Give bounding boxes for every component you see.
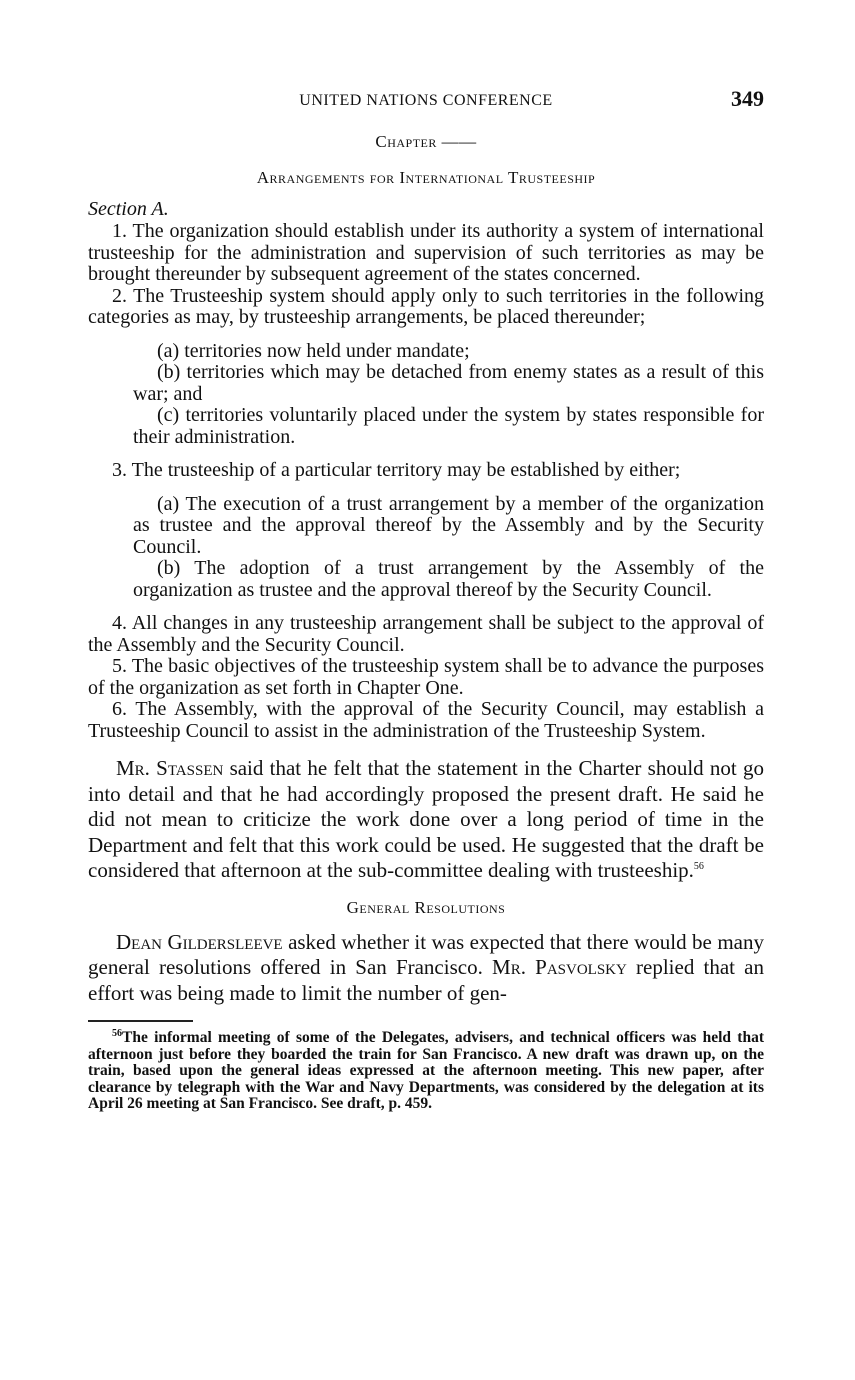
draft-item-3b: (b) The adoption of a trust arrangement by the Assembly of the organization as trustee and the approval thereof by the Security Council. [133, 557, 764, 601]
footnote-ref: 56 [693, 861, 704, 872]
footnote-marker: 56 [112, 1027, 122, 1039]
footnote-text: The informal meeting of some of the Delegates, advisers, and technical officers was held that afternoon just before they boarded the train for San Francisco. A new draft was drawn up, on the train, based upon the general ideas expressed at the afternoon meeting. This new paper, after clearance by telegraph with the War and Navy Departments, was considered by the delegation at its April 26 meeting at San Francisco. See draft, p. 459. [88, 1029, 764, 1112]
draft-item-2b: (b) territories which may be detached from enemy states as a result of this war; and [133, 361, 764, 405]
draft-paragraph-4: 4. All changes in any trusteeship arrangement shall be subject to the approval of the Assembly and the Security Council. [88, 612, 764, 656]
page-header [88, 86, 764, 116]
stassen-paragraph [88, 756, 764, 884]
draft-paragraph-5: 5. The basic objectives of the trusteeship system shall be to advance the purposes of the organization as set forth in Chapter One. [88, 655, 764, 699]
footnote [88, 1027, 764, 1113]
part-heading: Arrangements for International Trusteeship [256, 168, 596, 187]
pasvolsky-text: replied that an effort was being made to limit the number of gen- [88, 955, 765, 1005]
gildersleeve-text: asked whether it was expected that there would be many general resolutions offered in San Francisco. [88, 929, 764, 979]
draft-item-2c: (c) territories voluntarily placed under the system by states responsible for their administration. [133, 404, 764, 448]
draft-item-3a: (a) The execution of a trust arrangement by a member of the organization as trustee and the approval thereof by the Assembly and by the Security Council. [133, 492, 764, 558]
document-page [88, 86, 764, 1113]
draft-paragraph-6: 6. The Assembly, with the approval of the Security Council, may establish a Trusteeship Council to assist in the administration of the Trusteeship System. [88, 698, 764, 742]
speaker-pasvolsky: Mr. Pasvolsky [492, 955, 627, 979]
resolutions-paragraph [88, 930, 764, 1007]
section-label: Section A. [88, 198, 169, 220]
draft-paragraph-2: 2. The Trusteeship system should apply only to such territories in the following categories as may, by trusteeship arrangements, be placed thereunder; [88, 284, 764, 328]
chapter-heading: Chapter —— [375, 132, 477, 151]
speaker-stassen: Mr. Stassen [116, 756, 224, 780]
narrative-text [88, 756, 764, 1006]
draft-text [88, 221, 764, 742]
footnote-rule [88, 1020, 193, 1022]
speaker-gildersleeve: Dean Gildersleeve [116, 929, 283, 954]
draft-item-2a: (a) territories now held under mandate; [157, 339, 470, 362]
running-title: UNITED NATIONS CONFERENCE [299, 92, 553, 109]
resolutions-heading: General Resolutions [346, 897, 506, 917]
stassen-text: said that he felt that the statement in the Charter should not go into detail and that he had accordingly proposed the present draft. He said he did not mean to criticize the work done over a long period of time in the Department and felt that this work could be used. He suggested that the draft be considered that afternoon at the sub-committee dealing with trusteeship. [88, 756, 764, 882]
draft-paragraph-1: 1. The organization should establish under its authority a system of international trusteeship for the administration and supervision of such territories as may be brought thereunder by subsequent agreement of the states concerned. [88, 220, 764, 285]
draft-paragraph-3: 3. The trusteeship of a particular territory may be established by either; [112, 459, 681, 481]
page-number: 349 [731, 86, 764, 111]
